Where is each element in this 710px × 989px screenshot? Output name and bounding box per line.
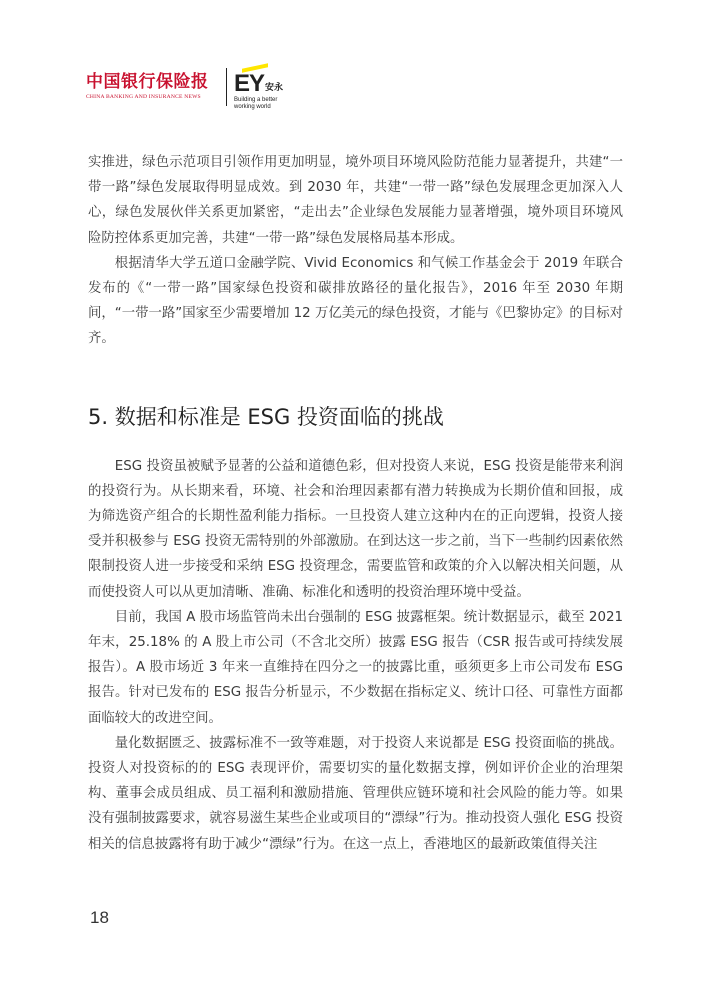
logo-chinese-text: 中国银行保险报 (86, 72, 209, 92)
section-heading: 5. 数据和标准是 ESG 投资面临的挑战 (88, 404, 444, 429)
page-number: 18 (90, 908, 109, 927)
logo-divider (226, 68, 227, 106)
paragraph-5: 量化数据匮乏、披露标准不一致等难题，对于投资人来说都是 ESG 投资面临的挑战。投资人对投资标的的 ESG 表现评价，需要切实的量化数据支撑，例如评价企业的治理架构、董事会成员组成、员工福利和激励措施、管理供应链环境和社会风险的能力等。如果没有强制披露要求，就容易滋生某些企业或项目的“漂绿”行为。推动投资人强化 ESG 投资相关的信息披露将有助于减少“漂绿”行为。在这一点上，香港地区的最新政策值得关注 (88, 735, 623, 852)
ey-chinese-name: 安永 (265, 83, 284, 93)
page-header (86, 66, 386, 110)
paragraph-4: 目前，我国 A 股市场监管尚未出台强制的 ESG 披露框架。统计数据显示，截至 2021 年末，25.18% 的 A 股上市公司（不含北交所）披露 ESG 报告（CSR 报告或可持续发展报告）。A 股市场近 3 年来一直维持在四分之一的披露比重，亟须更多上市公司发布 ESG 报告。针对已发布的 ESG 报告分析显示，不少数据在指标定义、统计口径、可靠性方面都面临较大的改进空间。 (88, 609, 623, 726)
china-banking-insurance-news-logo (86, 72, 209, 100)
ey-logo (234, 66, 364, 110)
paragraph-2: 根据清华大学五道口金融学院、Vivid Economics 和气候工作基金会于 2019 年联合发布的《“一带一路”国家绿色投资和碳排放路径的量化报告》，2016 年至 2030 年期间，“一带一路”国家至少需要增加 12 万亿美元的绿色投资，才能与《巴黎协定》的目标对齐。 (88, 255, 623, 347)
ey-mark: EY (234, 70, 265, 97)
page-content (88, 150, 623, 857)
ey-tagline: Building a better working world (234, 97, 278, 110)
paragraph-3: ESG 投资虽被赋予显著的公益和道德色彩，但对投资人来说，ESG 投资是能带来利润的投资行为。从长期来看，环境、社会和治理因素都有潜力转换成为长期价值和回报，成为筛选资产组合的长期性盈利能力指标。一旦投资人建立这种内在的正向逻辑，投资人接受并积极参与 ESG 投资无需特别的外部激励。在到达这一步之前，当下一些制约因素依然限制投资人进一步接受和采纳 ESG 投资理念，需要监管和政策的介入以解决相关问题，从而使投资人可以从更加清晰、准确、标准化和透明的投资治理环境中受益。 (88, 458, 623, 600)
paragraph-1: 实推进，绿色示范项目引领作用更加明显，境外项目环境风险防范能力显著提升，共建“一带一路”绿色发展取得明显成效。到 2030 年，共建“一带一路”绿色发展理念更加深入人心，绿色发展伙伴关系更加紧密，“走出去”企业绿色发展能力显著增强，境外项目环境风险防控体系更加完善，共建“一带一路”绿色发展格局基本形成。 (88, 155, 623, 246)
logo-english-text: CHINA BANKING AND INSURANCE NEWS (86, 94, 201, 100)
